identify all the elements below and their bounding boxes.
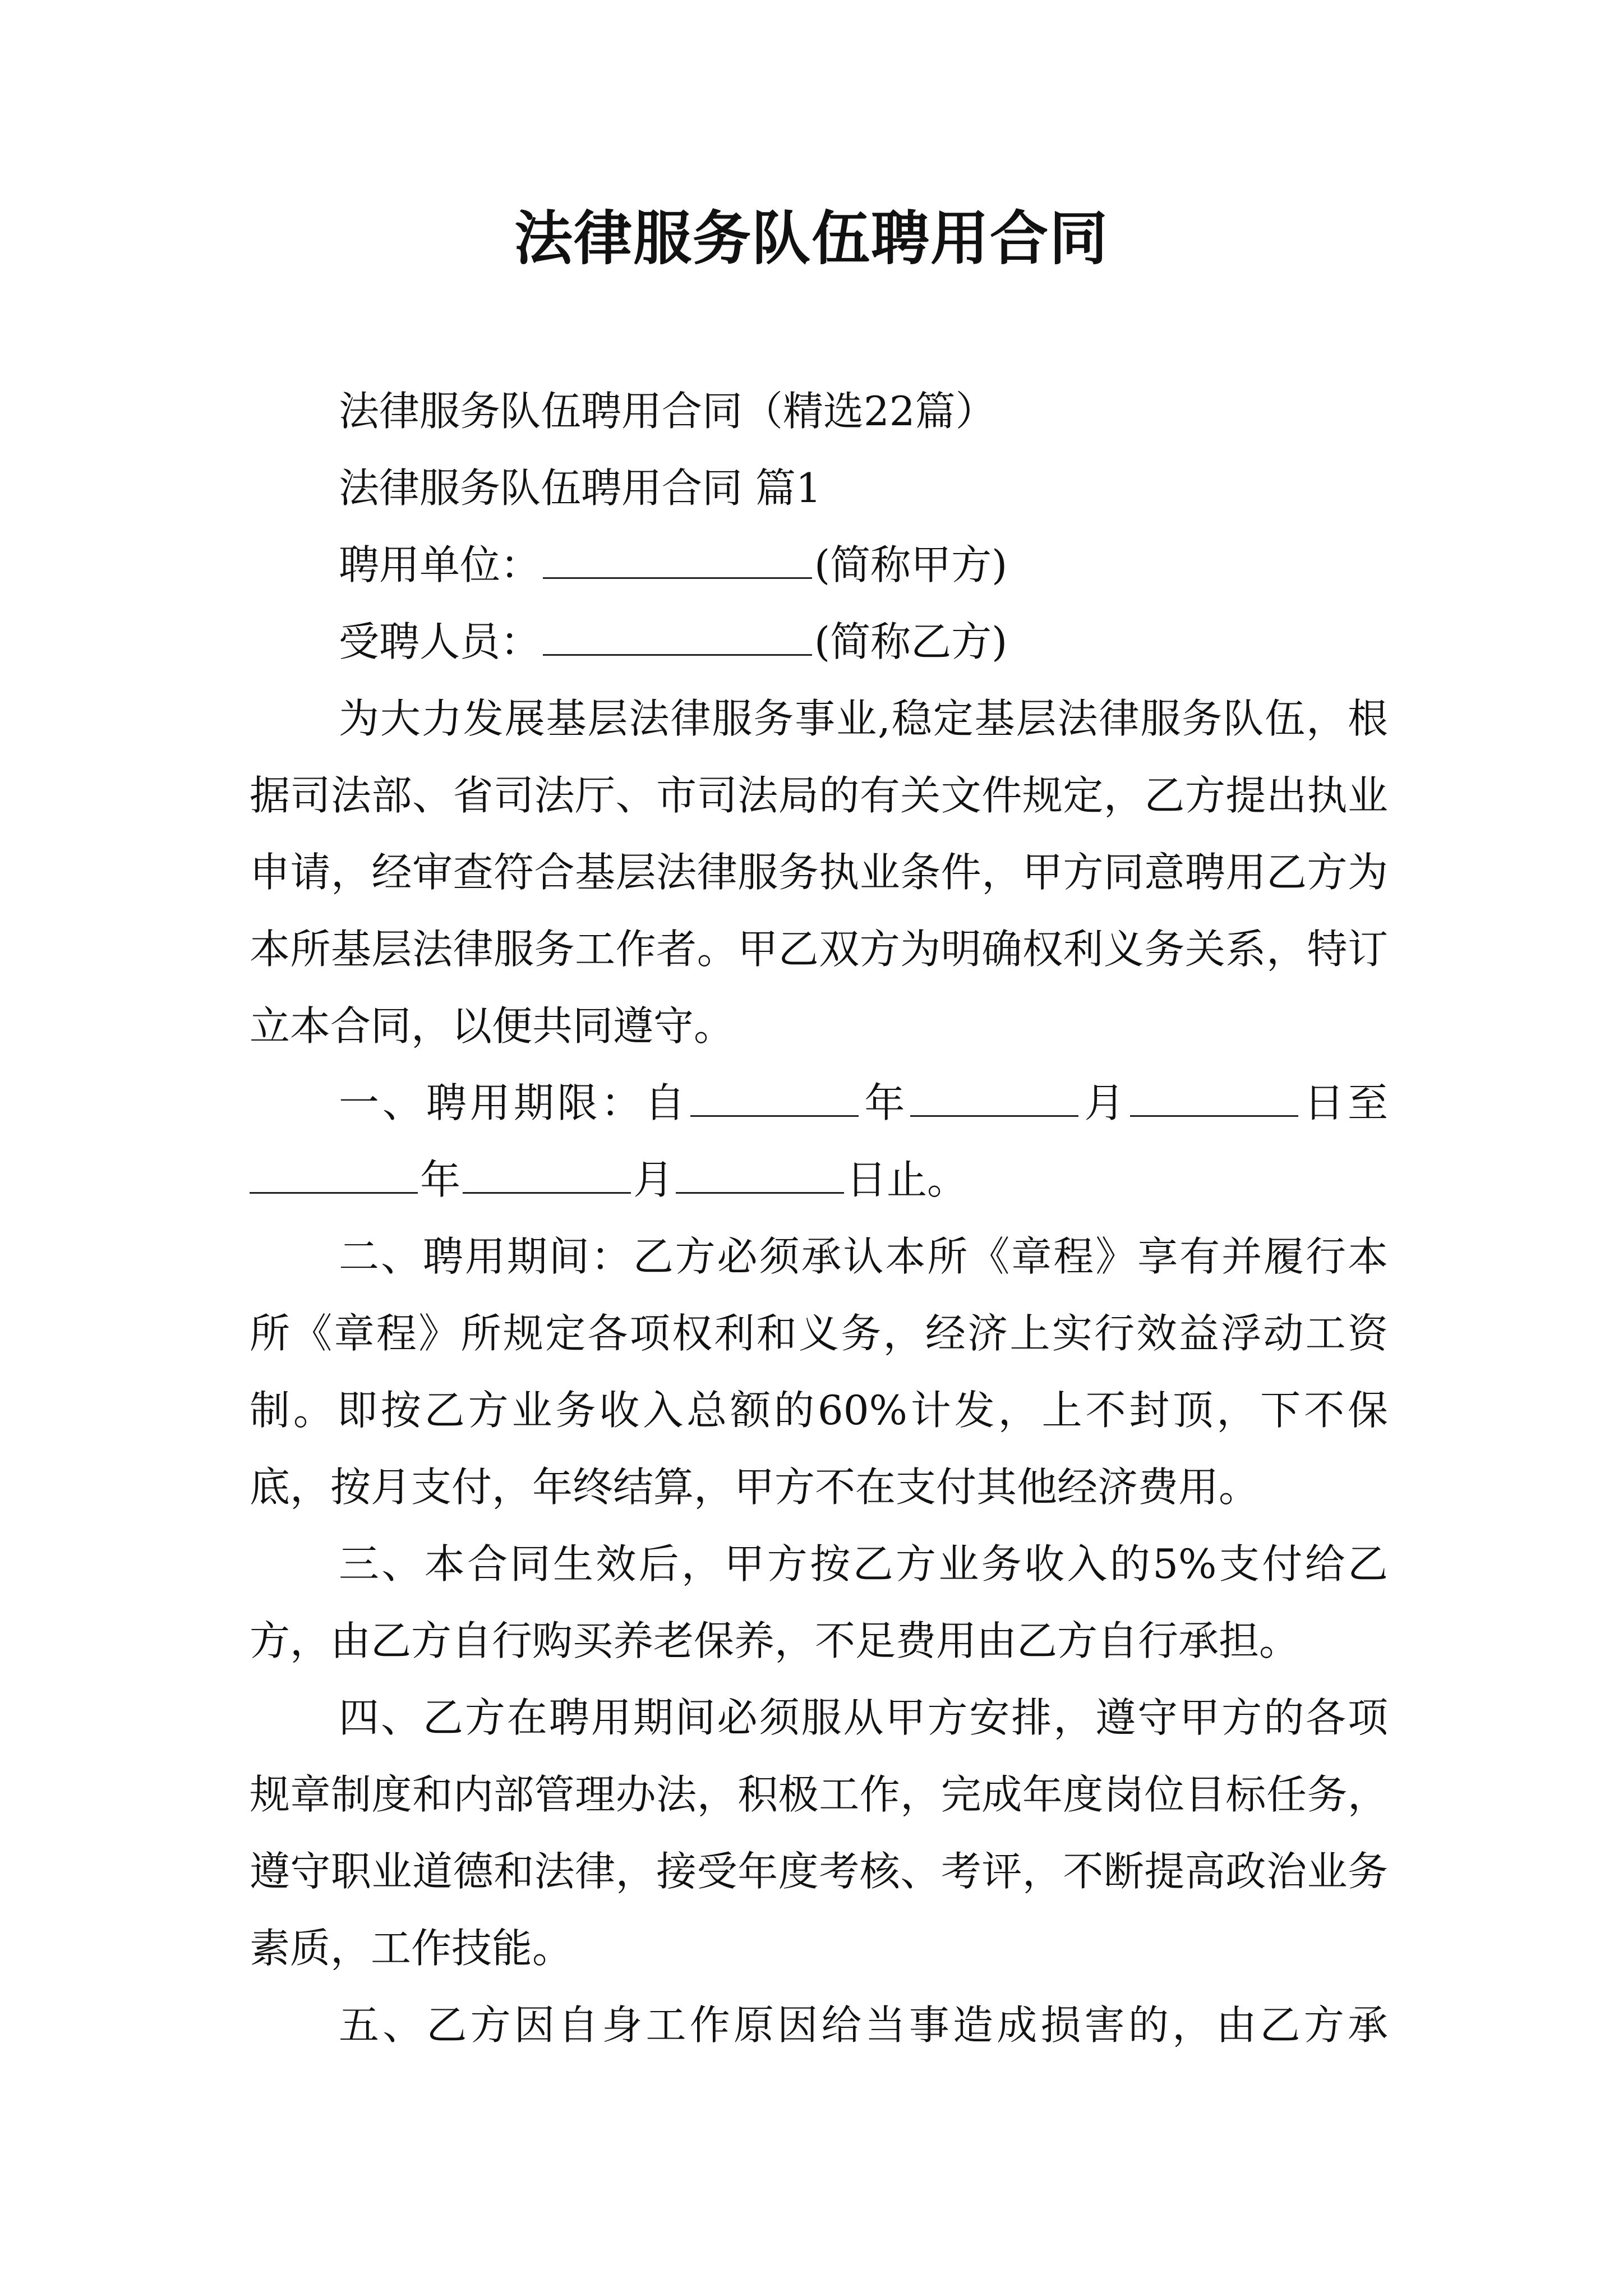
term-day1: 日至 <box>1301 1079 1388 1126</box>
term-prefix: 一、聘用期限：自 <box>339 1079 689 1126</box>
end-month-blank <box>463 1158 631 1194</box>
employee-line <box>250 604 1388 680</box>
intro-paragraph: 为大力发展基层法律服务事业,稳定基层法律服务队伍，根据司法部、省司法厅、市司法局的有关文件规定，乙方提出执业申请，经审查符合基层法律服务执业条件，甲方同意聘用乙方为本所基层法律服务工作者。甲乙双方为明确权利义务关系，特订立本合同，以便共同遵守。 <box>250 695 1388 1050</box>
document-body <box>250 373 1388 2064</box>
term-year1: 年 <box>861 1079 909 1126</box>
employer-line <box>250 527 1388 604</box>
employee-blank <box>543 620 812 656</box>
clause-4: 四、乙方在聘用期间必须服从甲方安排，遵守甲方的各项规章制度和内部管理办法，积极工作，完成年度岗位目标任务，遵守职业道德和法律，接受年度考核、考评，不断提高政治业务素质，工作技能。 <box>250 1694 1388 1972</box>
clause-2: 二、聘用期间：乙方必须承认本所《章程》享有并履行本所《章程》所规定各项权利和义务，经济上实行效益浮动工资制。即按乙方业务收入总额的60%计发，上不封顶，下不保底，按月支付，年终结算，甲方不在支付其他经济费用。 <box>250 1233 1388 1511</box>
term-day2: 日止。 <box>846 1156 968 1203</box>
employee-label: 受聘人员： <box>339 618 541 665</box>
employee-suffix: (简称乙方) <box>814 618 1008 665</box>
subtitle-paragraph: 法律服务队伍聘用合同（精选22篇） <box>339 388 996 435</box>
employer-suffix: (简称甲方) <box>814 541 1008 588</box>
employer-label: 聘用单位： <box>339 541 541 588</box>
start-day-blank <box>1130 1082 1298 1117</box>
end-day-blank <box>676 1158 844 1194</box>
term-month1: 月 <box>1081 1079 1128 1126</box>
clause-5: 五、乙方因自身工作原因给当事造成损害的，由乙方承 <box>339 2001 1388 2049</box>
clause-3: 三、本合同生效后，甲方按乙方业务收入的5%支付给乙方，由乙方自行购买养老保养，不足费用由乙方自行承担。 <box>250 1540 1388 1664</box>
end-year-blank <box>250 1158 418 1194</box>
term-month2: 月 <box>633 1156 674 1203</box>
start-year-blank <box>690 1082 859 1117</box>
term-clause <box>250 1065 1388 1218</box>
section-heading: 法律服务队伍聘用合同 篇1 <box>339 464 822 512</box>
document-title: 法律服务队伍聘用合同 <box>514 204 1109 273</box>
employer-blank <box>543 544 812 579</box>
start-month-blank <box>910 1082 1078 1117</box>
term-year2: 年 <box>420 1156 461 1203</box>
